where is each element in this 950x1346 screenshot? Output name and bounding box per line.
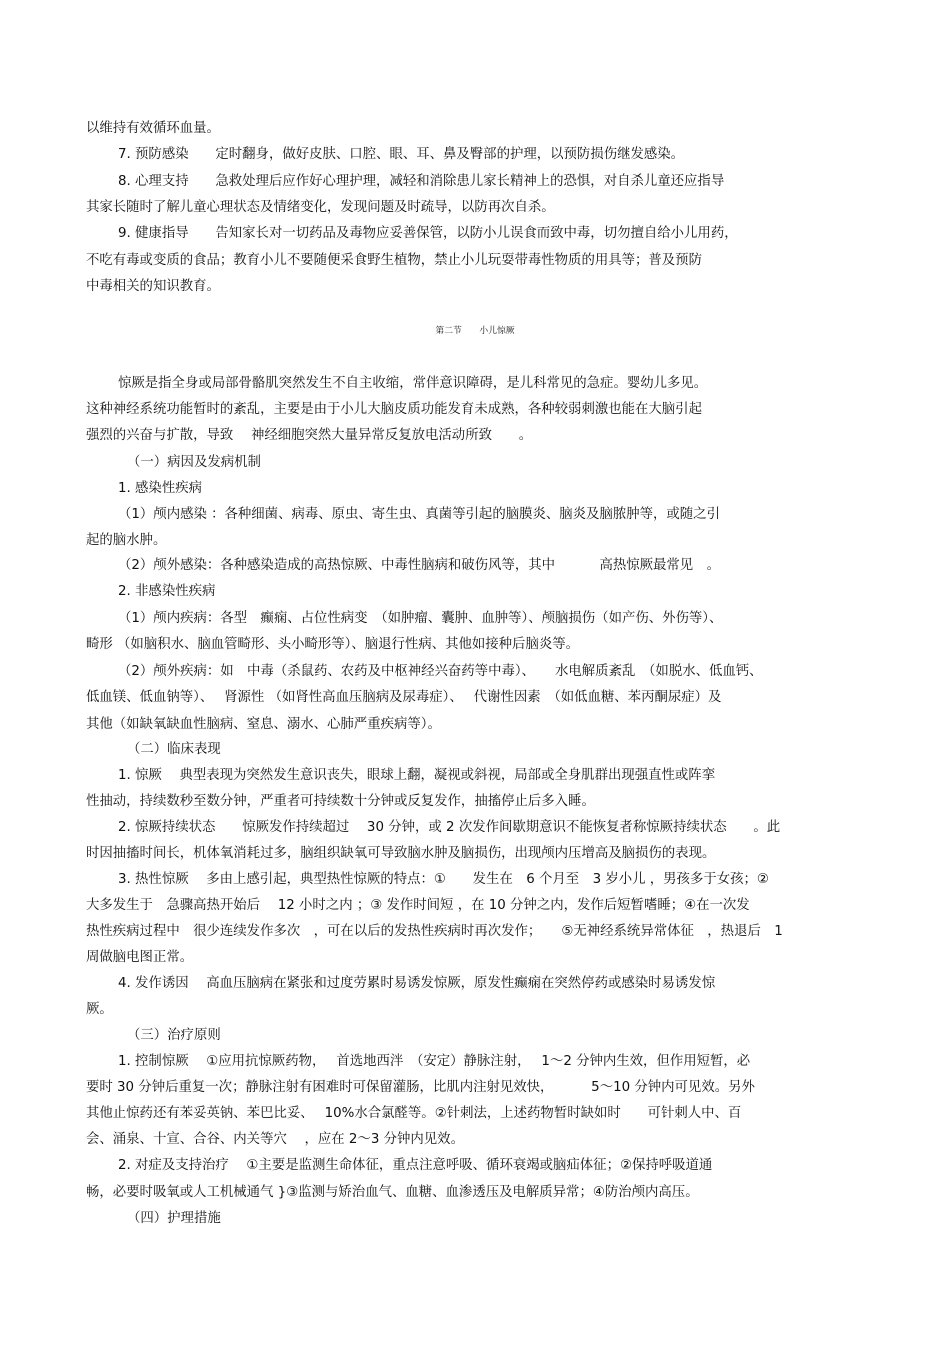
- section-title: 第二节 小儿惊厥: [435, 326, 515, 336]
- subsection-heading: （二）临床表现: [127, 742, 221, 757]
- text-line: （2）颅外感染：各种感染造成的高热惊厥、中毒性脑病和破伤风等，其中 高热惊厥最常见 。: [118, 558, 720, 573]
- text-line: 惊厥是指全身或局部骨骼肌突然发生不自主收缩，常伴意识障碍，是儿科常见的急症。婴幼儿多见。: [118, 376, 708, 391]
- text-line: （1）颅内感染 ：各种细菌、病毒、原虫、寄生虫、真菌等引起的脑膜炎、脑炎及脑脓肿等，或随之引: [118, 507, 720, 522]
- text-line: 起的脑水肿。: [86, 533, 167, 548]
- subsection-heading: （一）病因及发病机制: [127, 455, 261, 470]
- text-line: 2. 非感染性疾病: [118, 584, 216, 599]
- text-line: 其他（如缺氧缺血性脑病、窒息、溺水、心肺严重疾病等）。: [86, 717, 441, 732]
- text-line: 1. 感染性疾病: [118, 481, 202, 496]
- text-line: 其家长随时了解儿童心理状态及情绪变化，发现问题及时疏导，以防再次自杀。: [86, 200, 555, 215]
- text-line: 9. 健康指导 告知家长对一切药品及毒物应妥善保管，以防小儿误食而致中毒，切勿擅自给小儿用药，: [118, 226, 738, 241]
- text-line: 厥。: [86, 1002, 113, 1017]
- text-line: 强烈的兴奋与扩散，导致 神经细胞突然大量异常反复放电活动所致 。: [86, 428, 533, 443]
- text-line: 中毒相关的知识教育。: [86, 279, 220, 294]
- text-line: 畅，必要时吸氧或人工机械通气 }③监测与矫治血气、血糖、血渗透压及电解质异常；④防治颅内高压。: [86, 1185, 699, 1200]
- text-line: 2. 惊厥持续状态 惊厥发作持续超过 30 分钟，或 2 次发作间歇期意识不能恢复者称惊厥持续状态 。此: [118, 820, 781, 835]
- text-line: 热性疾病过程中 很少连续发作多次 ，可在以后的发热性疾病时再次发作； ⑤无神经系统异常体征 ，热退后 1: [86, 924, 783, 939]
- text-line: 会、涌泉、十宣、合谷、内关等穴 ，应在 2～3 分钟内见效。: [86, 1132, 464, 1147]
- text-line: 低血镁、低血钠等）、 肾源性 （如肾性高血压脑病及尿毒症）、 代谢性因素 （如低血糖、苯丙酮尿症）及: [86, 690, 722, 705]
- text-line: 1. 惊厥 典型表现为突然发生意识丧失，眼球上翻，凝视或斜视，局部或全身肌群出现强直性或阵挛: [118, 768, 716, 783]
- text-line: 周做脑电图正常。: [86, 950, 194, 965]
- subsection-heading: （四）护理措施: [127, 1211, 221, 1226]
- text-line: 不吃有毒或变质的食品；教育小儿不要随便采食野生植物，禁止小儿玩耍带毒性物质的用具等；普及预防: [86, 253, 702, 268]
- text-line: 性抽动，持续数秒至数分钟，严重者可持续数十分钟或反复发作，抽搐停止后多入睡。: [86, 794, 595, 809]
- text-line: 其他止惊药还有苯妥英钠、苯巴比妥、 10%水合氯醛等。②针刺法，上述药物暂时缺如时 可针刺人中、百: [86, 1106, 742, 1121]
- text-line: 要时 30 分钟后重复一次；静脉注射有困难时可保留灌肠，比肌内注射见效快， 5～10 分钟内可见效。另外: [86, 1080, 755, 1095]
- text-line: 这种神经系统功能暂时的紊乱，主要是由于小儿大脑皮质功能发育未成熟，各种较弱刺激也能在大脑引起: [86, 402, 702, 417]
- text-line: 大多发生于 急骤高热开始后 12 小时之内 ；③ 发作时间短 ，在 10 分钟之内，发作后短暂嗜睡；④在一次发: [86, 898, 750, 913]
- text-line: 1. 控制惊厥 ①应用抗惊厥药物， 首选地西泮 （安定）静脉注射， 1～2 分钟内生效，但作用短暂，必: [118, 1054, 751, 1069]
- text-line: 时因抽搐时间长，机体氧消耗过多，脑组织缺氧可导致脑水肿及脑损伤，出现颅内压增高及脑损伤的表现。: [86, 846, 716, 861]
- text-line: 8. 心理支持 急救处理后应作好心理护理，减轻和消除患儿家长精神上的恐惧，对自杀儿童还应指导: [118, 174, 725, 189]
- text-line: 以维持有效循环血量。: [86, 121, 220, 136]
- text-line: 3. 热性惊厥 多由上感引起，典型热性惊厥的特点：① 发生在 6 个月至 3 岁小儿 ，男孩多于女孩；②: [118, 872, 769, 887]
- text-line: 4. 发作诱因 高血压脑病在紧张和过度劳累时易诱发惊厥，原发性癫痫在突然停药或感染时易诱发惊: [118, 976, 716, 991]
- text-line: （2）颅外疾病：如 中毒（杀鼠药、农药及中枢神经兴奋药等中毒）、 水电解质紊乱 （如脱水、低血钙、: [118, 664, 763, 679]
- text-line: 2. 对症及支持治疗 ①主要是监测生命体征，重点注意呼吸、循环衰竭或脑疝体征；②保持呼吸道通: [118, 1158, 713, 1173]
- text-line: 畸形 （如脑积水、脑血管畸形、头小畸形等）、脑退行性病、其他如接种后脑炎等。: [86, 637, 580, 652]
- subsection-heading: （三）治疗原则: [127, 1028, 221, 1043]
- text-line: （1）颅内疾病：各型 癫痫、占位性病变 （如肿瘤、囊肿、血肿等）、颅脑损伤（如产伤、外伤等）、: [118, 611, 723, 626]
- text-line: 7. 预防感染 定时翻身，做好皮肤、口腔、眼、耳、鼻及臀部的护理，以预防损伤继发感染。: [118, 147, 685, 162]
